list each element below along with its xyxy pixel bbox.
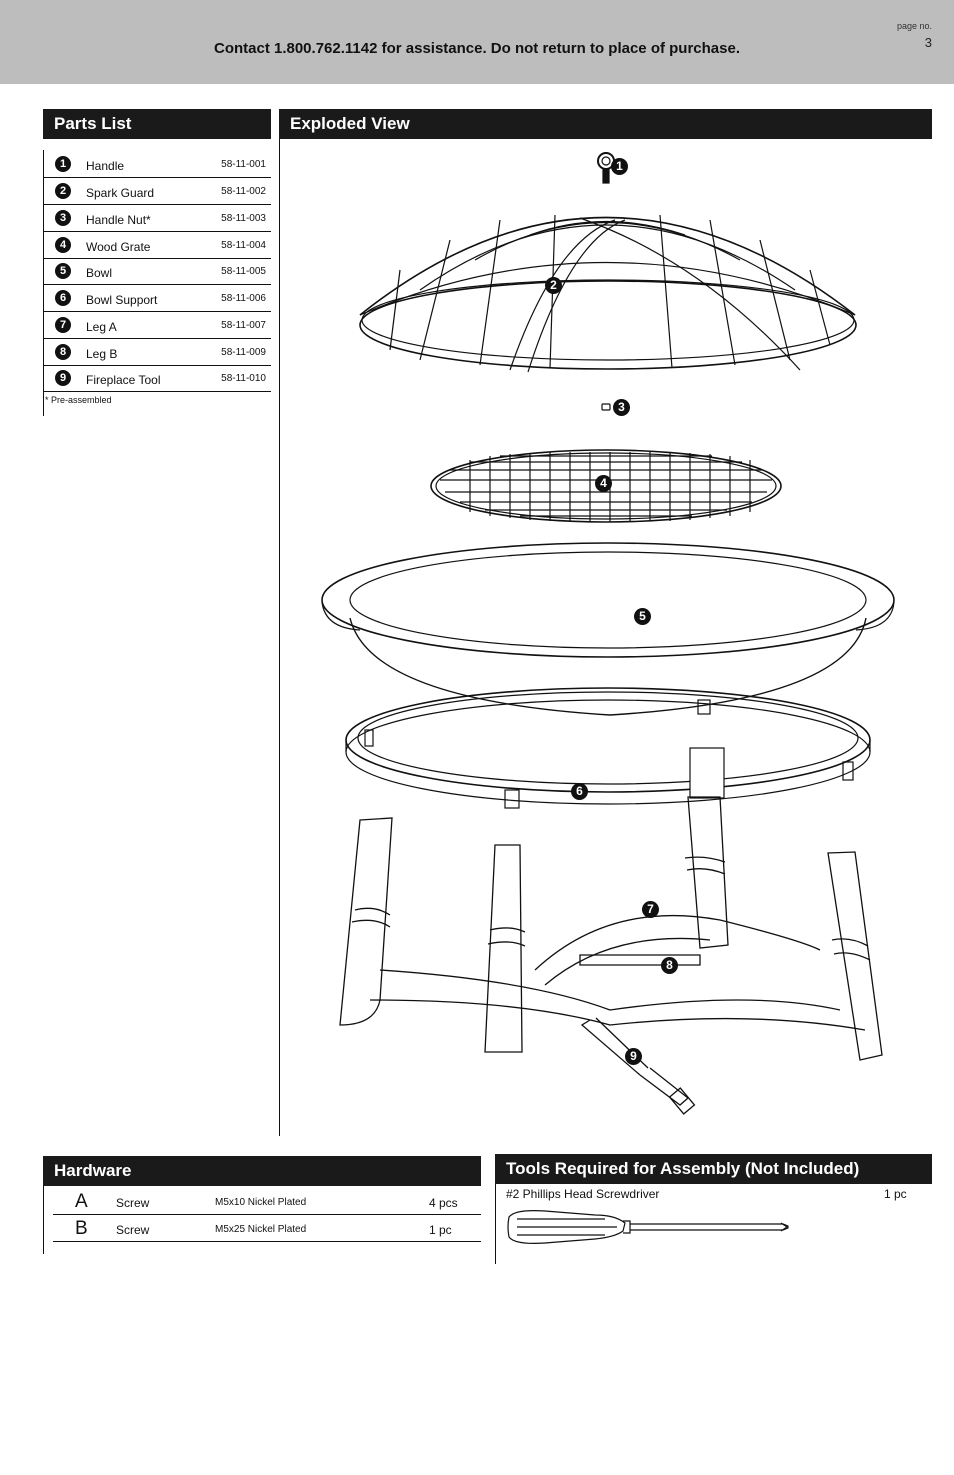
part-name: Leg A — [86, 320, 117, 334]
callout-2: 2 — [545, 277, 562, 294]
part-name: Bowl — [86, 266, 113, 280]
hardware-letter: A — [75, 1191, 88, 1212]
hardware-qty: 4 pcs — [429, 1196, 458, 1210]
page-label: page no. — [896, 21, 932, 31]
part-code: 58-11-005 — [221, 266, 266, 277]
hardware-item — [53, 1215, 481, 1242]
callout-5: 5 — [634, 608, 651, 625]
part-number-badge: 6 — [55, 290, 71, 306]
part-number-badge: 5 — [55, 263, 71, 279]
part-code: 58-11-001 — [221, 159, 266, 170]
parts-list-item — [43, 205, 271, 232]
part-name: Wood Grate — [86, 240, 151, 254]
parts-list-item — [43, 258, 271, 285]
part-code: 58-11-009 — [221, 347, 266, 358]
legs-illustration — [340, 797, 882, 1060]
hardware-desc: M5x10 Nickel Plated — [215, 1197, 307, 1208]
bowl-illustration — [322, 543, 894, 715]
callout-6: 6 — [571, 783, 588, 800]
tool-name: #2 Phillips Head Screwdriver — [506, 1187, 660, 1201]
page-number: 3 — [924, 35, 932, 50]
callout-7: 7 — [642, 901, 659, 918]
part-number-badge: 7 — [55, 317, 71, 333]
part-code: 58-11-002 — [221, 186, 266, 197]
part-number-badge: 1 — [55, 156, 71, 172]
callout-1: 1 — [611, 158, 628, 175]
parts-list-item — [43, 178, 271, 205]
parts-list-item — [43, 339, 271, 366]
part-name: Spark Guard — [86, 186, 155, 200]
part-name: Fireplace Tool — [86, 373, 161, 387]
hardware-name: Screw — [116, 1196, 150, 1210]
part-number-badge: 9 — [55, 370, 71, 386]
callout-9: 9 — [625, 1048, 642, 1065]
part-name: Bowl Support — [86, 293, 158, 307]
part-name: Leg B — [86, 347, 118, 361]
hardware-name: Screw — [116, 1223, 150, 1237]
parts-list-item — [43, 232, 271, 259]
parts-list-item — [43, 365, 271, 392]
part-code: 58-11-010 — [221, 373, 266, 384]
hardware-desc: M5x25 Nickel Plated — [215, 1224, 307, 1235]
callout-8: 8 — [661, 957, 678, 974]
tool-qty: 1 pc — [884, 1187, 907, 1201]
fire-pit-exploded-diagram — [280, 140, 932, 1130]
bowl-support-illustration — [346, 688, 870, 808]
callout-4: 4 — [595, 475, 612, 492]
hardware-item — [53, 1188, 481, 1215]
handle-nut-illustration — [602, 404, 610, 410]
hardware-border — [43, 1186, 44, 1254]
hardware-qty: 1 pc — [429, 1223, 452, 1237]
hardware-letter: B — [75, 1218, 88, 1239]
fireplace-tool-illustration — [582, 1018, 694, 1114]
top-banner — [0, 0, 954, 84]
parts-list-item — [43, 151, 271, 178]
parts-list-item — [43, 312, 271, 339]
part-code: 58-11-006 — [221, 293, 266, 304]
part-name: Handle Nut* — [86, 213, 151, 227]
parts-list-title: Parts List — [43, 109, 271, 139]
part-number-badge: 4 — [55, 237, 71, 253]
tools-border — [495, 1184, 496, 1264]
spark-guard-illustration — [360, 215, 856, 372]
tools-title: Tools Required for Assembly (Not Included) — [495, 1154, 932, 1184]
part-name: Handle — [86, 159, 125, 173]
screwdriver-icon — [505, 1203, 795, 1253]
parts-footnote: * Pre-assembled — [45, 395, 112, 405]
part-number-badge: 8 — [55, 344, 71, 360]
part-code: 58-11-007 — [221, 320, 266, 331]
parts-list-item — [43, 285, 271, 312]
callout-3: 3 — [613, 399, 630, 416]
hardware-title: Hardware — [43, 1156, 481, 1186]
part-number-badge: 2 — [55, 183, 71, 199]
contact-text: Contact 1.800.762.1142 for assistance. Do not return to place of purchase. — [213, 40, 741, 57]
part-code: 58-11-003 — [221, 213, 266, 224]
part-code: 58-11-004 — [221, 240, 266, 251]
part-number-badge: 3 — [55, 210, 71, 226]
exploded-view-title: Exploded View — [279, 109, 932, 139]
